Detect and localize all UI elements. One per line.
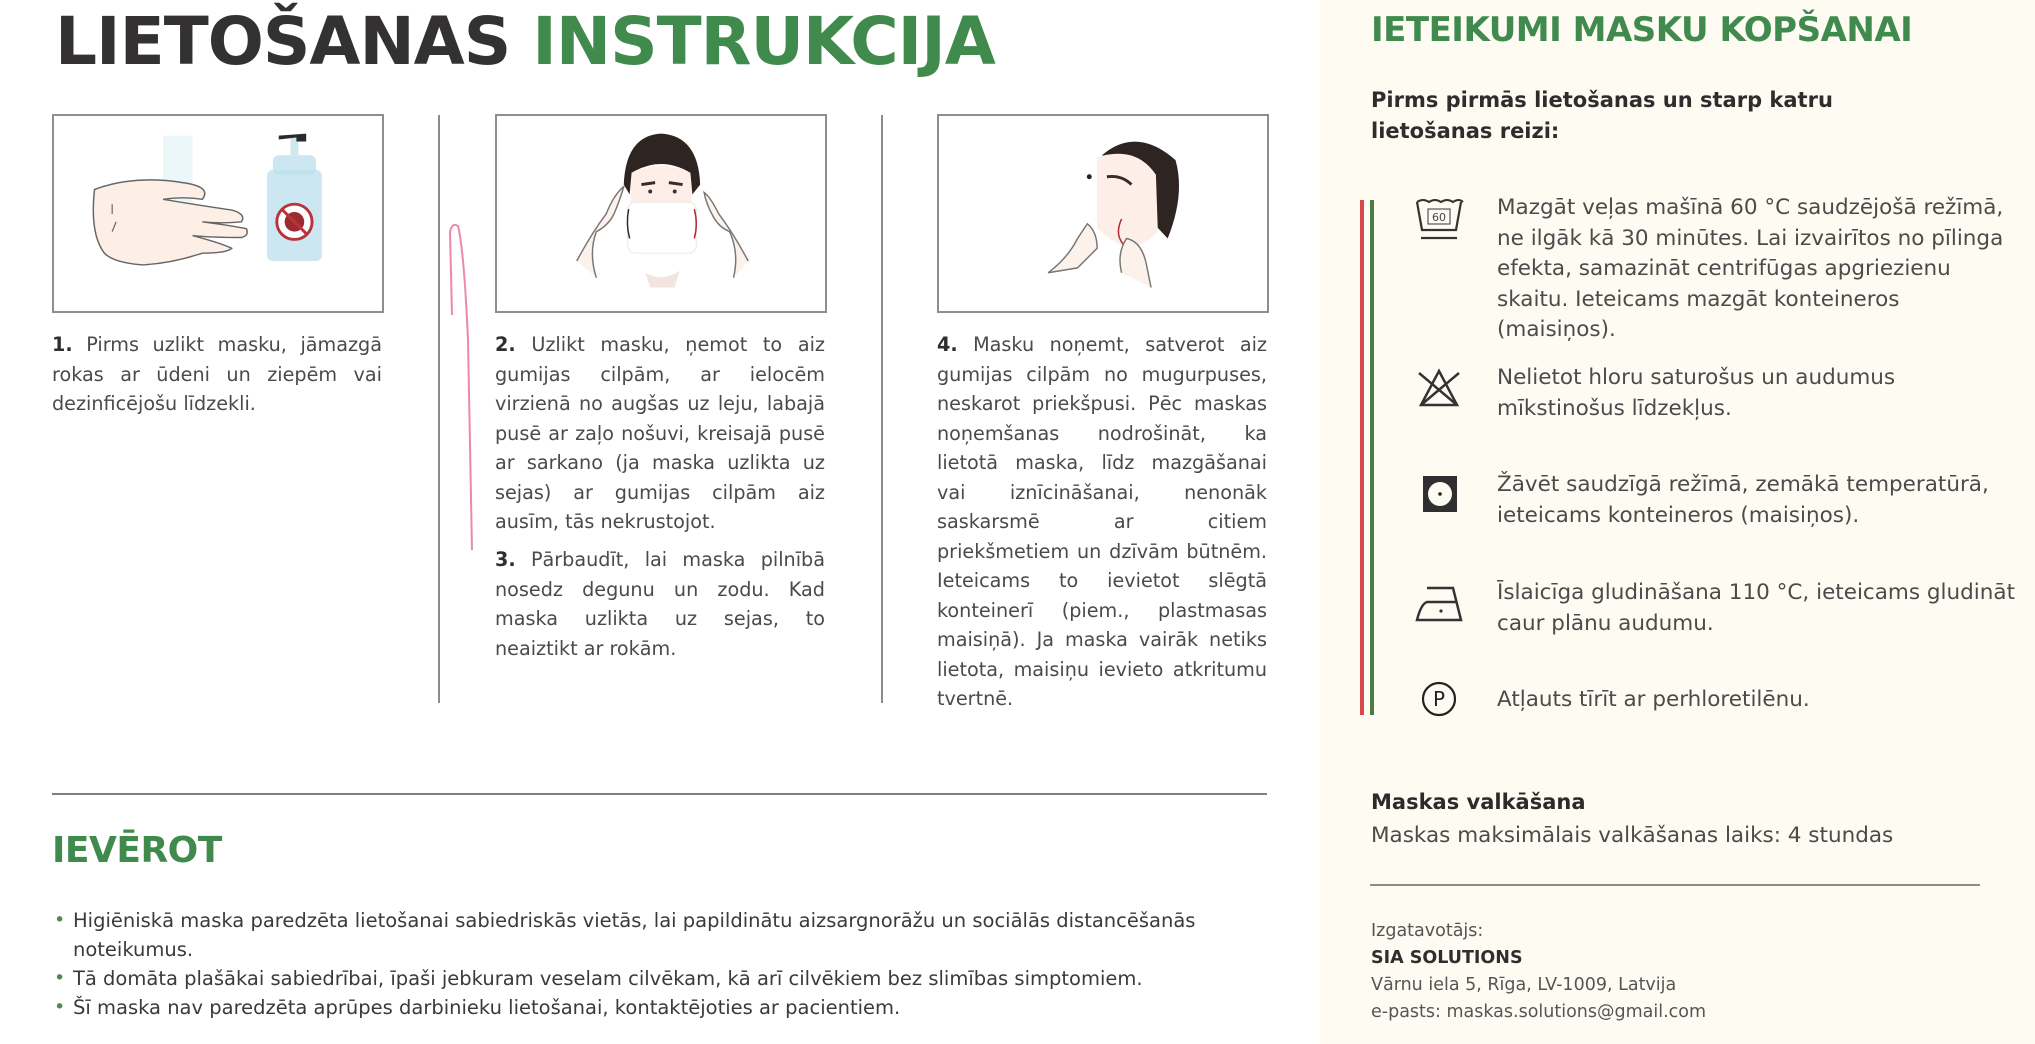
wash-60-icon [1413, 198, 1465, 244]
bullet-icon: • [54, 996, 66, 1018]
notice-item: • Šī maska nav paredzēta aprūpes darbinieku lietošanai, kontaktējoties ar pacientiem. [52, 993, 1282, 1022]
care-subtitle: Pirms pirmās lietošanas un starp katru lietošanas reizi: [1371, 88, 1833, 143]
manufacturer-name: SIA SOLUTIONS [1371, 948, 1523, 968]
step-2-text: 2. Uzlikt masku, ņemot to aiz gumijas cilpām, ar ielocēm virzienā no augšas uz leju, labajā pusē ar zaļo nošuvi, kreisajā pusē ar sarkano (ja maska uzlikta uz sejas) ar gumijas cilpām aiz ausīm, tās nekrustojot. [495, 333, 825, 533]
svg-text:P: P [1432, 687, 1446, 711]
manufacturer-block [1371, 918, 1931, 1026]
step-4-text: 4. Masku noņemt, satverot aiz gumijas cilpām no mugurpuses, neskarot priekšpusi. Pēc maskas noņemšanas nodrošināt, ka lietotā maska, līdz mazgāšanai vai iznīcināšanai, nenonāk saskarsmē ar citiem priekšmetiem un dzīvām būtnēm. Ieteicams to ievietot slēgtā konteinerī (piem., plastmasas maisiņā). Ja maska vairāk netiks lietota, maisiņu ievieto atkritumu tvertnē. [937, 333, 1267, 710]
dry-clean-p-icon [1413, 676, 1465, 722]
manufacturer-label: Izgatavotājs: [1371, 921, 1484, 941]
tumble-dry-low-icon [1413, 472, 1465, 518]
putting-on-mask-illustration [495, 114, 827, 313]
title-part-green: INSTRUKCIJA [532, 3, 995, 80]
manufacturer-email[interactable]: e-pasts: maskas.solutions@gmail.com [1371, 1002, 1707, 1022]
care-item-dryclean-text: Atļauts tīrīt ar perhloretilēnu. [1497, 687, 1810, 712]
care-item-iron-text: Īslaicīga gludināšana 110 °C, ieteicams gludināt caur plānu audumu. [1497, 580, 2016, 636]
pink-annotation-stroke [440, 220, 480, 560]
care-item-wash-text: Mazgāt veļas mašīnā 60 °C saudzējošā režīmā, ne ilgāk kā 30 minūtes. Lai izvairītos no pīlinga efekta, samazināt centrifūgas apgriezienu skaitu. Ieteicams mazgāt konteineros (maisiņos). [1497, 195, 2004, 342]
column-divider-2 [881, 115, 883, 703]
notice-title: IEVĒROT [52, 830, 222, 871]
notice-item: • Higiēniskā maska paredzēta lietošanai sabiedriskās vietās, lai papildinātu aizsargnorāžu un sociālās distancēšanās noteikumus. [52, 906, 1282, 964]
removing-mask-illustration [937, 114, 1269, 313]
care-item-dry-text: Žāvēt saudzīgā režīmā, zemākā temperatūrā, ieteicams konteineros (maisiņos). [1497, 472, 1989, 528]
step-1-number: 1. [52, 333, 73, 356]
notice-list [52, 906, 1282, 1022]
step-3-text: 3. Pārbaudīt, lai maska pilnībā nosedz degunu un zodu. Kad maska uzlikta uz sejas, to neaiztikt ar rokām. [495, 548, 825, 660]
svg-text:60: 60 [1432, 211, 1446, 224]
page-title [55, 2, 995, 82]
bullet-icon: • [54, 909, 66, 931]
notice-item: • Tā domāta plašākai sabiedrībai, īpaši jebkuram veselam cilvēkam, kā arī cilvēkiem bez slimības simptomiem. [52, 964, 1282, 993]
person-mask-icon [497, 116, 825, 311]
no-bleach-icon [1413, 365, 1465, 411]
step-2-number: 2. [495, 333, 516, 356]
step-3-number: 3. [495, 548, 516, 571]
bullet-icon: • [54, 967, 66, 989]
section-divider [52, 793, 1267, 795]
wear-title: Maskas valkāšana [1371, 790, 1586, 814]
step-4-number: 4. [937, 333, 958, 356]
care-divider [1370, 884, 1980, 886]
iron-low-icon [1413, 580, 1465, 626]
hand-washing-sanitizer-illustration [52, 114, 384, 313]
hands-sanitizer-icon [54, 116, 382, 311]
title-part-dark: LIETOŠANAS [55, 3, 511, 80]
care-title: IETEIKUMI MASKU KOPŠANAI [1371, 10, 1913, 50]
person-removing-mask-icon [939, 116, 1267, 311]
wear-text: Maskas maksimālais valkāšanas laiks: 4 stundas [1371, 823, 1894, 848]
red-accent-bar [1360, 200, 1364, 715]
care-item-bleach-text: Nelietot hloru saturošus un audumus mīkstinošus līdzekļus. [1497, 365, 1896, 421]
manufacturer-address: Vārnu iela 5, Rīga, LV-1009, Latvija [1371, 975, 1677, 995]
step-1-text: 1. Pirms uzlikt masku, jāmazgā rokas ar ūdeni un ziepēm vai dezinficējošu līdzekli. [52, 333, 382, 415]
green-accent-bar [1370, 200, 1374, 715]
